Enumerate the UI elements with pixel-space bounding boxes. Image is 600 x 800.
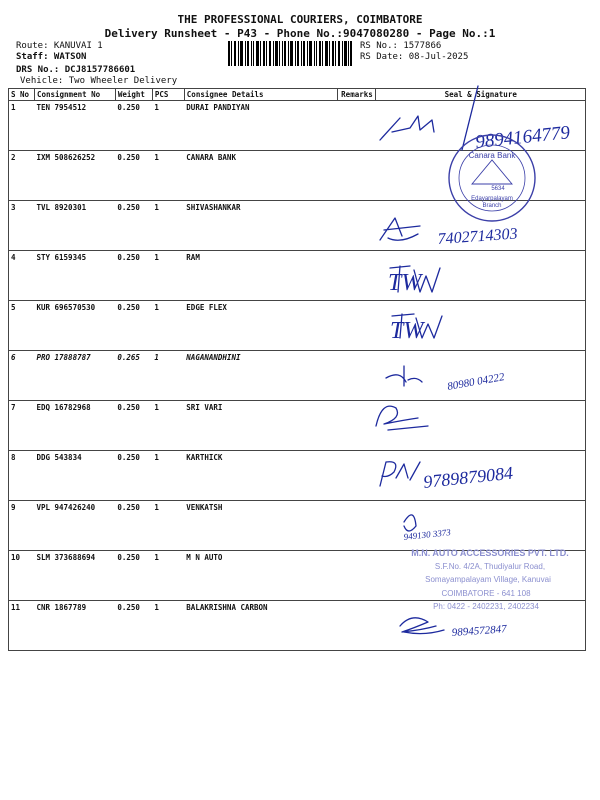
cell-consignee: RAM (184, 251, 338, 301)
cell-sno: 11 (9, 601, 35, 651)
cell-pcs: 1 (152, 101, 184, 151)
barcode (228, 41, 352, 66)
stamp-canara-line2: Edayarpalayam (471, 196, 513, 202)
cell-signature (376, 601, 586, 651)
cell-consignment: SLM 373688694 (34, 551, 115, 601)
col-sno: S No (9, 89, 35, 101)
staff-label: Staff: WATSON (16, 52, 87, 62)
cell-consignee: M N AUTO (184, 551, 338, 601)
cell-pcs: 1 (152, 551, 184, 601)
cell-consignee: NAGANANDHINI (184, 351, 338, 401)
cell-sno: 2 (9, 151, 35, 201)
cell-weight: 0.250 (115, 101, 152, 151)
cell-weight: 0.250 (115, 251, 152, 301)
cell-consignment: IXM 508626252 (34, 151, 115, 201)
cell-pcs: 1 (152, 351, 184, 401)
cell-remarks (338, 401, 376, 451)
phone-row-6: 80980 04222 (446, 371, 506, 393)
cell-weight: 0.250 (115, 401, 152, 451)
runsheet-subtitle: Delivery Runsheet - P43 - Phone No.:9047080280 - Page No.:1 (104, 27, 496, 40)
cell-remarks (338, 451, 376, 501)
col-weight: Weight (115, 89, 152, 101)
cell-remarks (338, 101, 376, 151)
cell-sno: 9 (9, 501, 35, 551)
cell-weight: 0.250 (115, 501, 152, 551)
cell-weight: 0.250 (115, 201, 152, 251)
cell-sno: 6 (9, 351, 35, 401)
table-row (9, 351, 586, 401)
phone-row-8: 9789879084 (422, 462, 514, 492)
cell-signature (376, 101, 586, 151)
stamp-mn-line1: M.N. AUTO ACCESSORIES PVT. LTD. (411, 548, 569, 558)
cell-pcs: 1 (152, 201, 184, 251)
stamp-mn-line3: Somayampalayam Village, Kanuvai (425, 575, 551, 584)
cell-consignee: KARTHICK (184, 451, 338, 501)
table-row (9, 601, 586, 651)
cell-sno: 8 (9, 451, 35, 501)
cell-weight: 0.250 (115, 551, 152, 601)
table-row (9, 451, 586, 501)
cell-sno: 3 (9, 201, 35, 251)
cell-weight: 0.250 (115, 151, 152, 201)
cell-consignment: PRO 17888787 (34, 351, 115, 401)
cell-consignment: TVL 8920301 (34, 201, 115, 251)
cell-sno: 5 (9, 301, 35, 351)
stamp-canara-line1: Canara Bank (468, 151, 516, 160)
cell-consignment: DDG 543834 (34, 451, 115, 501)
rs-number: RS No.: 1577866 (360, 41, 442, 51)
drs-label: DRS No.: DCJ8157786601 (16, 65, 136, 75)
cell-remarks (338, 301, 376, 351)
cell-signature (376, 451, 586, 501)
cell-pcs: 1 (152, 301, 184, 351)
cell-sno: 7 (9, 401, 35, 451)
cell-consignee: CANARA BANK (184, 151, 338, 201)
cell-consignee: DURAI PANDIYAN (184, 101, 338, 151)
runsheet-title: THE PROFESSIONAL COURIERS, COIMBATORE (177, 13, 423, 26)
table-row (9, 201, 586, 251)
col-consignment: Consignment No (34, 89, 115, 101)
cell-consignee: SHIVASHANKAR (184, 201, 338, 251)
cell-remarks (338, 151, 376, 201)
cell-sno: 1 (9, 101, 35, 151)
cell-remarks (338, 501, 376, 551)
table-row (9, 501, 586, 551)
stamp-canara-code: 5634 (491, 186, 505, 192)
vehicle-label: Vehicle: Two Wheeler Delivery (20, 76, 178, 86)
runsheet-table (8, 88, 586, 651)
cell-remarks (338, 551, 376, 601)
cell-remarks (338, 201, 376, 251)
cell-consignment: CNR 1867789 (34, 601, 115, 651)
col-remarks: Remarks (338, 89, 376, 101)
cell-consignee: VENKATSH (184, 501, 338, 551)
phone-row-3: 7402714303 (437, 225, 519, 248)
col-seal-signature: Seal & Signature (376, 89, 586, 101)
cell-signature (376, 551, 586, 601)
table-row (9, 551, 586, 601)
table-row (9, 401, 586, 451)
cell-sno: 4 (9, 251, 35, 301)
stamp-canara-line3: Branch (482, 203, 502, 209)
rs-date: RS Date: 08-Jul-2025 (360, 52, 469, 62)
cell-pcs: 1 (152, 451, 184, 501)
cell-weight: 0.250 (115, 301, 152, 351)
cell-signature (376, 501, 586, 551)
cell-signature (376, 201, 586, 251)
cell-remarks (338, 351, 376, 401)
col-pcs: PCS (152, 89, 184, 101)
cell-pcs: 1 (152, 601, 184, 651)
cell-signature (376, 301, 586, 351)
cell-consignment: TEN 7954512 (34, 101, 115, 151)
cell-weight: 0.250 (115, 601, 152, 651)
cell-remarks (338, 601, 376, 651)
cell-consignee: EDGE FLEX (184, 301, 338, 351)
cell-pcs: 1 (152, 151, 184, 201)
cell-consignment: EDQ 16782968 (34, 401, 115, 451)
table-row (9, 101, 586, 151)
cell-signature (376, 251, 586, 301)
cell-sno: 10 (9, 551, 35, 601)
stamp-mn-line4: COIMBATORE - 641 108 (441, 589, 531, 598)
phone-row-11: 9894572847 (451, 623, 508, 639)
cell-remarks (338, 251, 376, 301)
table-row (9, 301, 586, 351)
phone-row-9: 949130 3373 (403, 527, 452, 542)
cell-pcs: 1 (152, 501, 184, 551)
stamp-mn-line2: S.F.No. 4/2A, Thudiyalur Road, (434, 562, 546, 571)
initials-row-5: TW (390, 318, 424, 344)
phone-row-1: 9894164779 (474, 122, 572, 153)
initials-row-4: TW (388, 270, 422, 296)
cell-signature (376, 401, 586, 451)
cell-pcs: 1 (152, 251, 184, 301)
cell-consignment: STY 6159345 (34, 251, 115, 301)
stamp-mn-line5: Ph: 0422 - 2402231, 2402234 (433, 602, 539, 611)
table-header (9, 89, 586, 101)
col-consignee: Consignee Details (184, 89, 338, 101)
cell-consignment: KUR 696570530 (34, 301, 115, 351)
cell-consignee: BALAKRISHNA CARBON (184, 601, 338, 651)
table-row (9, 151, 586, 201)
route-label: Route: KANUVAI 1 (16, 41, 103, 51)
cell-weight: 0.250 (115, 451, 152, 501)
cell-weight: 0.265 (115, 351, 152, 401)
cell-consignee: SRI VARI (184, 401, 338, 451)
cell-consignment: VPL 947426240 (34, 501, 115, 551)
cell-signature (376, 351, 586, 401)
cell-signature (376, 151, 586, 201)
table-row (9, 251, 586, 301)
cell-pcs: 1 (152, 401, 184, 451)
